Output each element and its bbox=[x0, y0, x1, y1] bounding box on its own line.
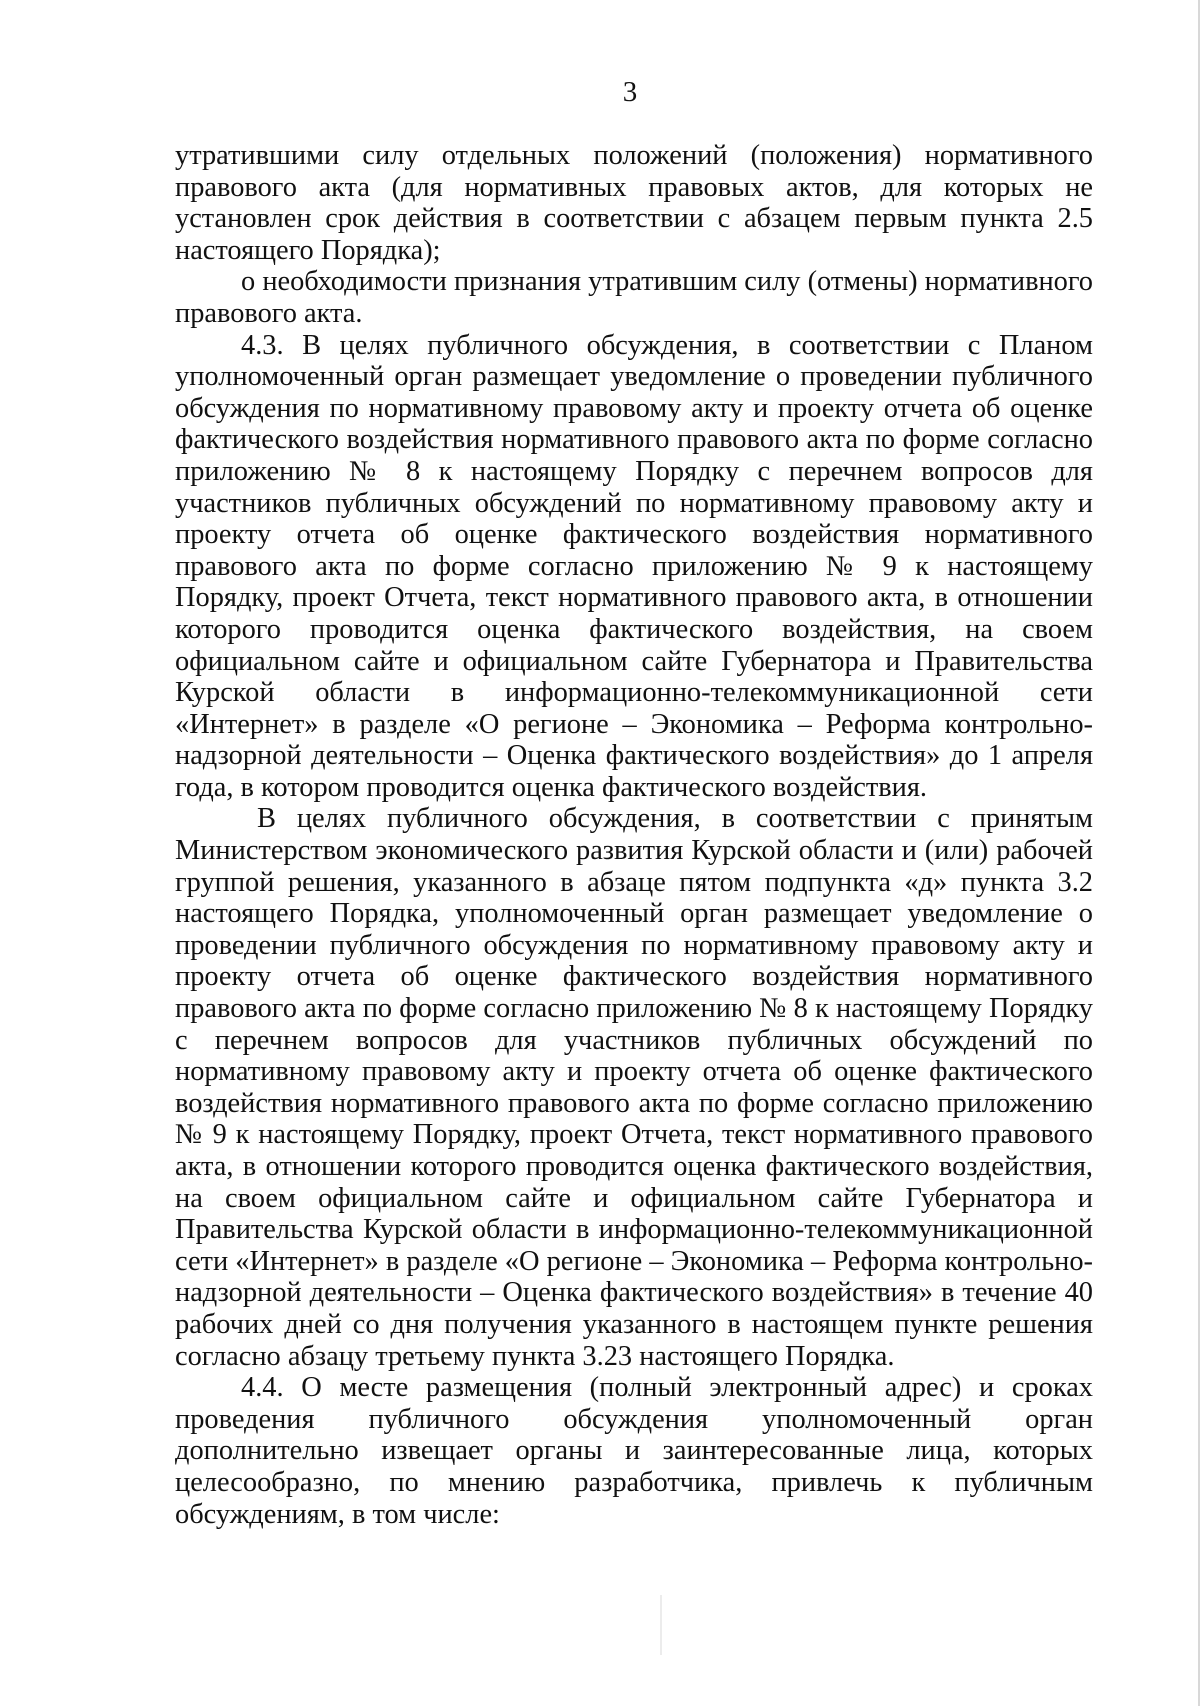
document-body bbox=[175, 140, 1093, 1530]
page-number: 3 bbox=[622, 76, 638, 108]
paragraph-4-3: 4.3. В целях публичного обсуждения, в соответствии с Планом уполномоченный орган размещает уведомление о проведении публичного обсуждения по нормативному правовому акту и проекту отчета об оценке фактического воздействия нормативного правового акта по форме согласно приложению № 8 к настоящему Порядку с перечнем вопросов для участников публичных обсуждений по нормативному правовому акту и проекту отчета об оценке фактического воздействия нормативного правового акта по форме согласно приложению № 9 к настоящему Порядку, проект Отчета, текст нормативного правового акта, в отношении которого проводится оценка фактического воздействия, на своем официальном сайте и официальном сайте Губернатора и Правительства Курской области в информационно-телекоммуникационной сети «Интернет» в разделе «О регионе – Экономика – Реформа контрольно-надзорной деятельности – Оценка фактического воздействия» до 1 апреля года, в котором проводится оценка фактического воздействия. bbox=[175, 329, 1093, 803]
scan-mark bbox=[660, 1595, 662, 1655]
paragraph-repeal-necessity: о необходимости признания утратившим силу (отмены) нормативного правового акта. bbox=[175, 266, 1093, 329]
paragraph-4-4: 4.4. О месте размещения (полный электронный адрес) и сроках проведения публичного обсуждения уполномоченный орган дополнительно извещает органы и заинтересованные лица, которых целесообразно, по мнению разработчика, привлечь к публичным обсуждениям, в том числе: bbox=[175, 1372, 1093, 1530]
paragraph-repealed-provisions: утратившими силу отдельных положений (положения) нормативного правового акта (для нормативных правовых актов, для которых не установлен срок действия в соответствии с абзацем первым пункта 2.5 настоящего Порядка); bbox=[175, 140, 1093, 266]
paragraph-public-discussion: В целях публичного обсуждения, в соответствии с принятым Министерством экономического развития Курской области и (или) рабочей группой решения, указанного в абзаце пятом подпункта «д» пункта 3.2 настоящего Порядка, уполномоченный орган размещает уведомление о проведении публичного обсуждения по нормативному правовому акту и проекту отчета об оценке фактического воздействия нормативного правового акта по форме согласно приложению № 8 к настоящему Порядку с перечнем вопросов для участников публичных обсуждений по нормативному правовому акту и проекту отчета об оценке фактического воздействия нормативного правового акта по форме согласно приложению № 9 к настоящему Порядку, проект Отчета, текст нормативного правового акта, в отношении которого проводится оценка фактического воздействия, на своем официальном сайте и официальном сайте Губернатора и Правительства Курской области в информационно-телекоммуникационной сети «Интернет» в разделе «О регионе – Экономика – Реформа контрольно-надзорной деятельности – Оценка фактического воздействия» в течение 40 рабочих дней со дня получения указанного в настоящем пункте решения согласно абзацу третьему пункта 3.23 настоящего Порядка. bbox=[175, 803, 1093, 1372]
